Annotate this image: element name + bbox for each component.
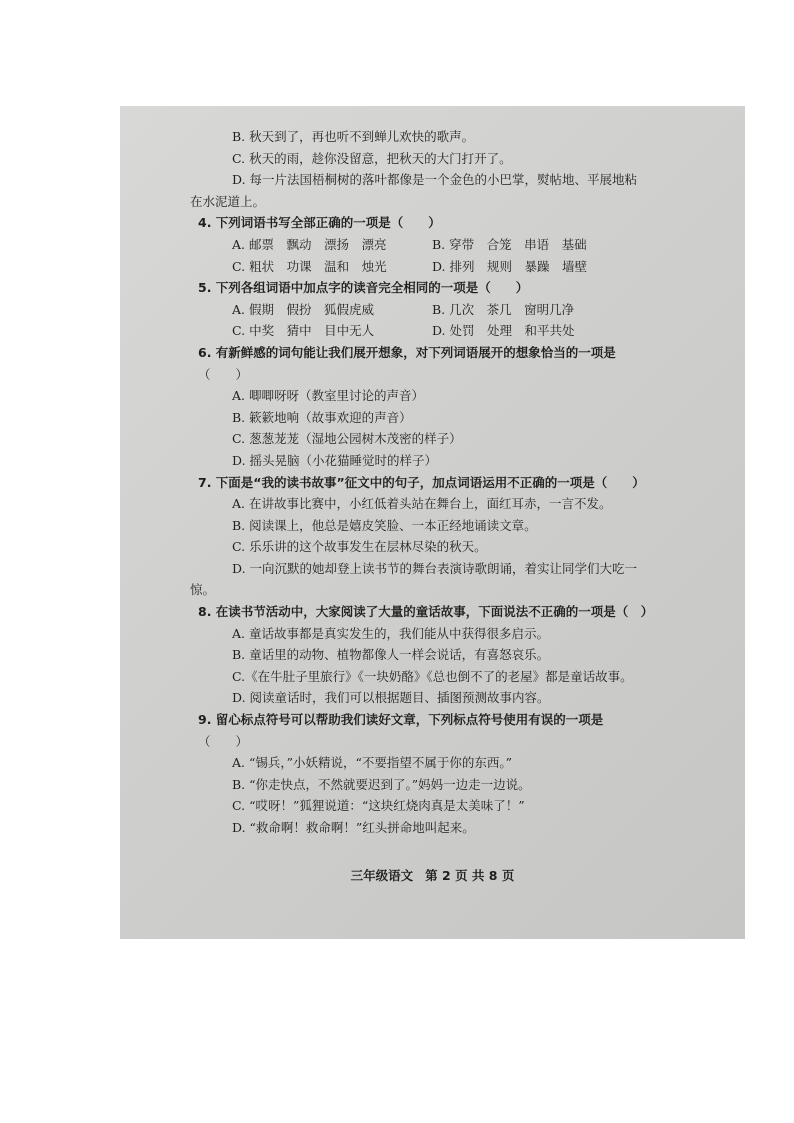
q5-option-b: B. 几次 茶几 窗明几净: [431, 301, 575, 317]
q6-option-c: C. 葱葱茏茏（湿地公园树木茂密的样子）: [232, 431, 462, 447]
q8-option-b: B. 童话里的动物、植物都像人一样会说话，有喜怒哀乐。: [232, 647, 550, 663]
q9-answer-blank: （ ）: [198, 733, 249, 749]
q9-option-a: A. “锡兵，”小妖精说，“不要指望不属于你的东西。”: [232, 755, 513, 771]
q9-stem: 9. 留心标点符号可以帮助我们读好文章，下列标点符号使用有误的一项是: [198, 712, 604, 728]
q3-option-d: D. 每一片法国梧桐树的落叶都像是一个金色的小巴掌，熨帖地、平展地粘: [232, 172, 638, 188]
q7-option-d-continued: 惊。: [190, 582, 216, 598]
q8-stem: 8. 在读书节活动中，大家阅读了大量的童话故事，下面说法不正确的一项是（ ）: [198, 604, 654, 620]
q6-option-b: B. 簌簌地响（故事欢迎的声音）: [232, 409, 412, 425]
q5-option-c: C. 中奖 猜中 目中无人: [232, 323, 375, 339]
q7-option-b: B. 阅读课上，他总是嬉皮笑脸、一本正经地诵读文章。: [232, 517, 537, 533]
q3-option-d-continued: 在水泥道上。: [190, 193, 266, 209]
scanned-page-photo: [120, 106, 745, 939]
q4-option-b: B. 穿带 合笼 串语 基础: [431, 236, 587, 252]
q5-option-a: A. 假期 假扮 狐假虎威: [232, 301, 374, 317]
q8-option-d: D. 阅读童话时，我们可以根据题目、插图预测故事内容。: [232, 690, 550, 706]
q4-option-d: D. 排列 规则 暴躁 墙壁: [431, 258, 588, 274]
q9-option-c: C. “哎呀！”狐狸说道：“这块红烧肉真是太美味了！”: [232, 798, 525, 814]
q4-option-c: C. 粗状 功课 温和 烛光: [232, 258, 387, 274]
q8-option-a: A. 童话故事都是真实发生的，我们能从中获得很多启示。: [232, 625, 549, 641]
q4-option-a: A. 邮票 飘动 漂扬 漂亮: [232, 236, 387, 252]
page-footer: [120, 866, 745, 884]
q6-stem: 6. 有新鲜感的词句能让我们展开想象，对下列词语展开的想象恰当的一项是: [198, 344, 616, 360]
q6-option-a: A. 唧唧呀呀（教室里讨论的声音）: [232, 388, 424, 404]
footer-page-info: 第 2 页 共 8 页: [425, 868, 515, 883]
q7-option-a: A. 在讲故事比赛中，小红低着头站在舞台上，面红耳赤，一言不发。: [232, 496, 612, 512]
q9-option-d: D. “救命啊！救命啊！”红头拼命地叫起来。: [232, 820, 475, 835]
q4-stem: 4. 下列词语书写全部正确的一项是（ ）: [198, 215, 441, 231]
q6-option-d: D. 摇头晃脑（小花猫睡觉时的样子）: [232, 452, 438, 468]
exam-page: [190, 126, 716, 839]
q5-stem: 5. 下列各组词语中加点字的读音完全相同的一项是（ ）: [198, 280, 529, 296]
q8-option-c: C.《在牛肚子里旅行》《一块奶酪》《总也倒不了的老屋》都是童话故事。: [232, 668, 633, 684]
q3-option-c: C. 秋天的雨，趁你没留意，把秋天的大门打开了。: [232, 150, 512, 166]
q9-option-b: B. “你走快点，不然就要迟到了。”妈妈一边走一边说。: [232, 776, 531, 792]
q7-option-c: C. 乐乐讲的这个故事发生在层林尽染的秋天。: [232, 539, 487, 555]
q6-answer-blank: （ ）: [198, 366, 249, 382]
q7-option-d: D. 一向沉默的她却登上读书节的舞台表演诗歌朗诵，着实让同学们大吃一: [232, 560, 638, 576]
q5-option-d: D. 处罚 处理 和平共处: [431, 323, 575, 339]
q7-stem: 7. 下面是“我的读书故事”征文中的句子，加点词语运用不正确的一项是（ ）: [198, 474, 645, 490]
footer-subject: 三年级语文: [350, 868, 414, 883]
q3-option-b: B. 秋天到了，再也听不到蝉儿欢快的歌声。: [232, 129, 475, 144]
